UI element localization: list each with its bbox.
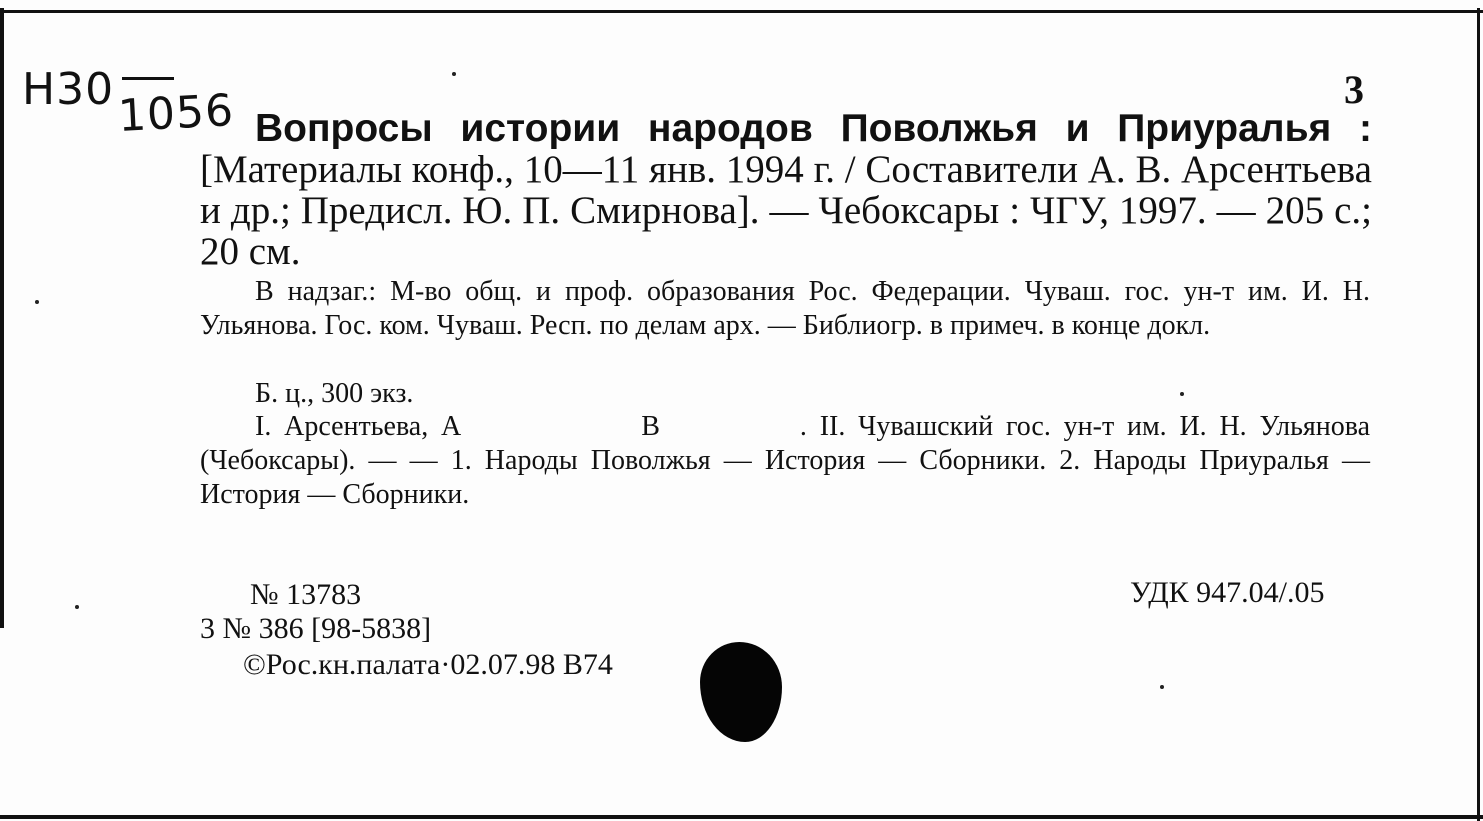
tracings — [200, 410, 1370, 512]
card-top-border — [0, 0, 1483, 13]
bibliographic-title — [200, 108, 1372, 272]
ink-blot — [700, 642, 782, 742]
card-right-border — [1477, 8, 1480, 821]
shelfmark-line2: 1056 — [116, 84, 236, 143]
shelfmark-fraction-line — [122, 77, 174, 80]
card-left-border — [0, 8, 4, 628]
shelfmark-line1: H30 — [22, 64, 115, 115]
title-main: Вопросы истории народов Поволжья и Приуралья : — [255, 107, 1372, 150]
record-number: № 13783 — [250, 578, 362, 611]
ink-speck — [35, 300, 39, 304]
page-number: 3 — [1344, 67, 1364, 112]
book-chamber-stamp: ©Рос.кн.палата·02.07.98 В74 — [243, 648, 613, 681]
price-edition: Б. ц., 300 экз. — [255, 378, 414, 409]
publisher-note: В надзаг.: М-во общ. и проф. образования Рос. Федерации. Чуваш. гос. ун-т им. И. Н. Ульянова. Гос. ком. Чуваш. Респ. по делам арх. — Библиогр. в примеч. в конце докл. — [200, 276, 1370, 341]
tracing-subjects: . II. Чувашский гос. ун-т им. И. Н. Ульянова (Чебоксары). — — 1. Народы Поволжья — История — Сборники. 2. Народы Приуралья — История — Сборники. — [200, 411, 1370, 510]
tracing-initial: В — [641, 411, 660, 442]
udk-code: УДК 947.04/.05 — [1130, 576, 1325, 609]
ink-speck — [452, 72, 456, 76]
registration-number: 3 № 386 [98-5838] — [200, 612, 432, 645]
title-rest: [Материалы конф., 10—11 янв. 1994 г. / Составители А. В. Арсентьева и др.; Предисл. Ю. П. Смирнова]. — Чебоксары : ЧГУ, 1997. — 205 с.; 20 см. — [200, 148, 1372, 273]
ink-speck — [75, 605, 79, 609]
ink-speck — [1160, 685, 1164, 689]
tracing-author: I. Арсентьева, А — [255, 411, 462, 442]
card-bottom-border — [0, 815, 1483, 819]
ink-speck — [1180, 392, 1184, 396]
